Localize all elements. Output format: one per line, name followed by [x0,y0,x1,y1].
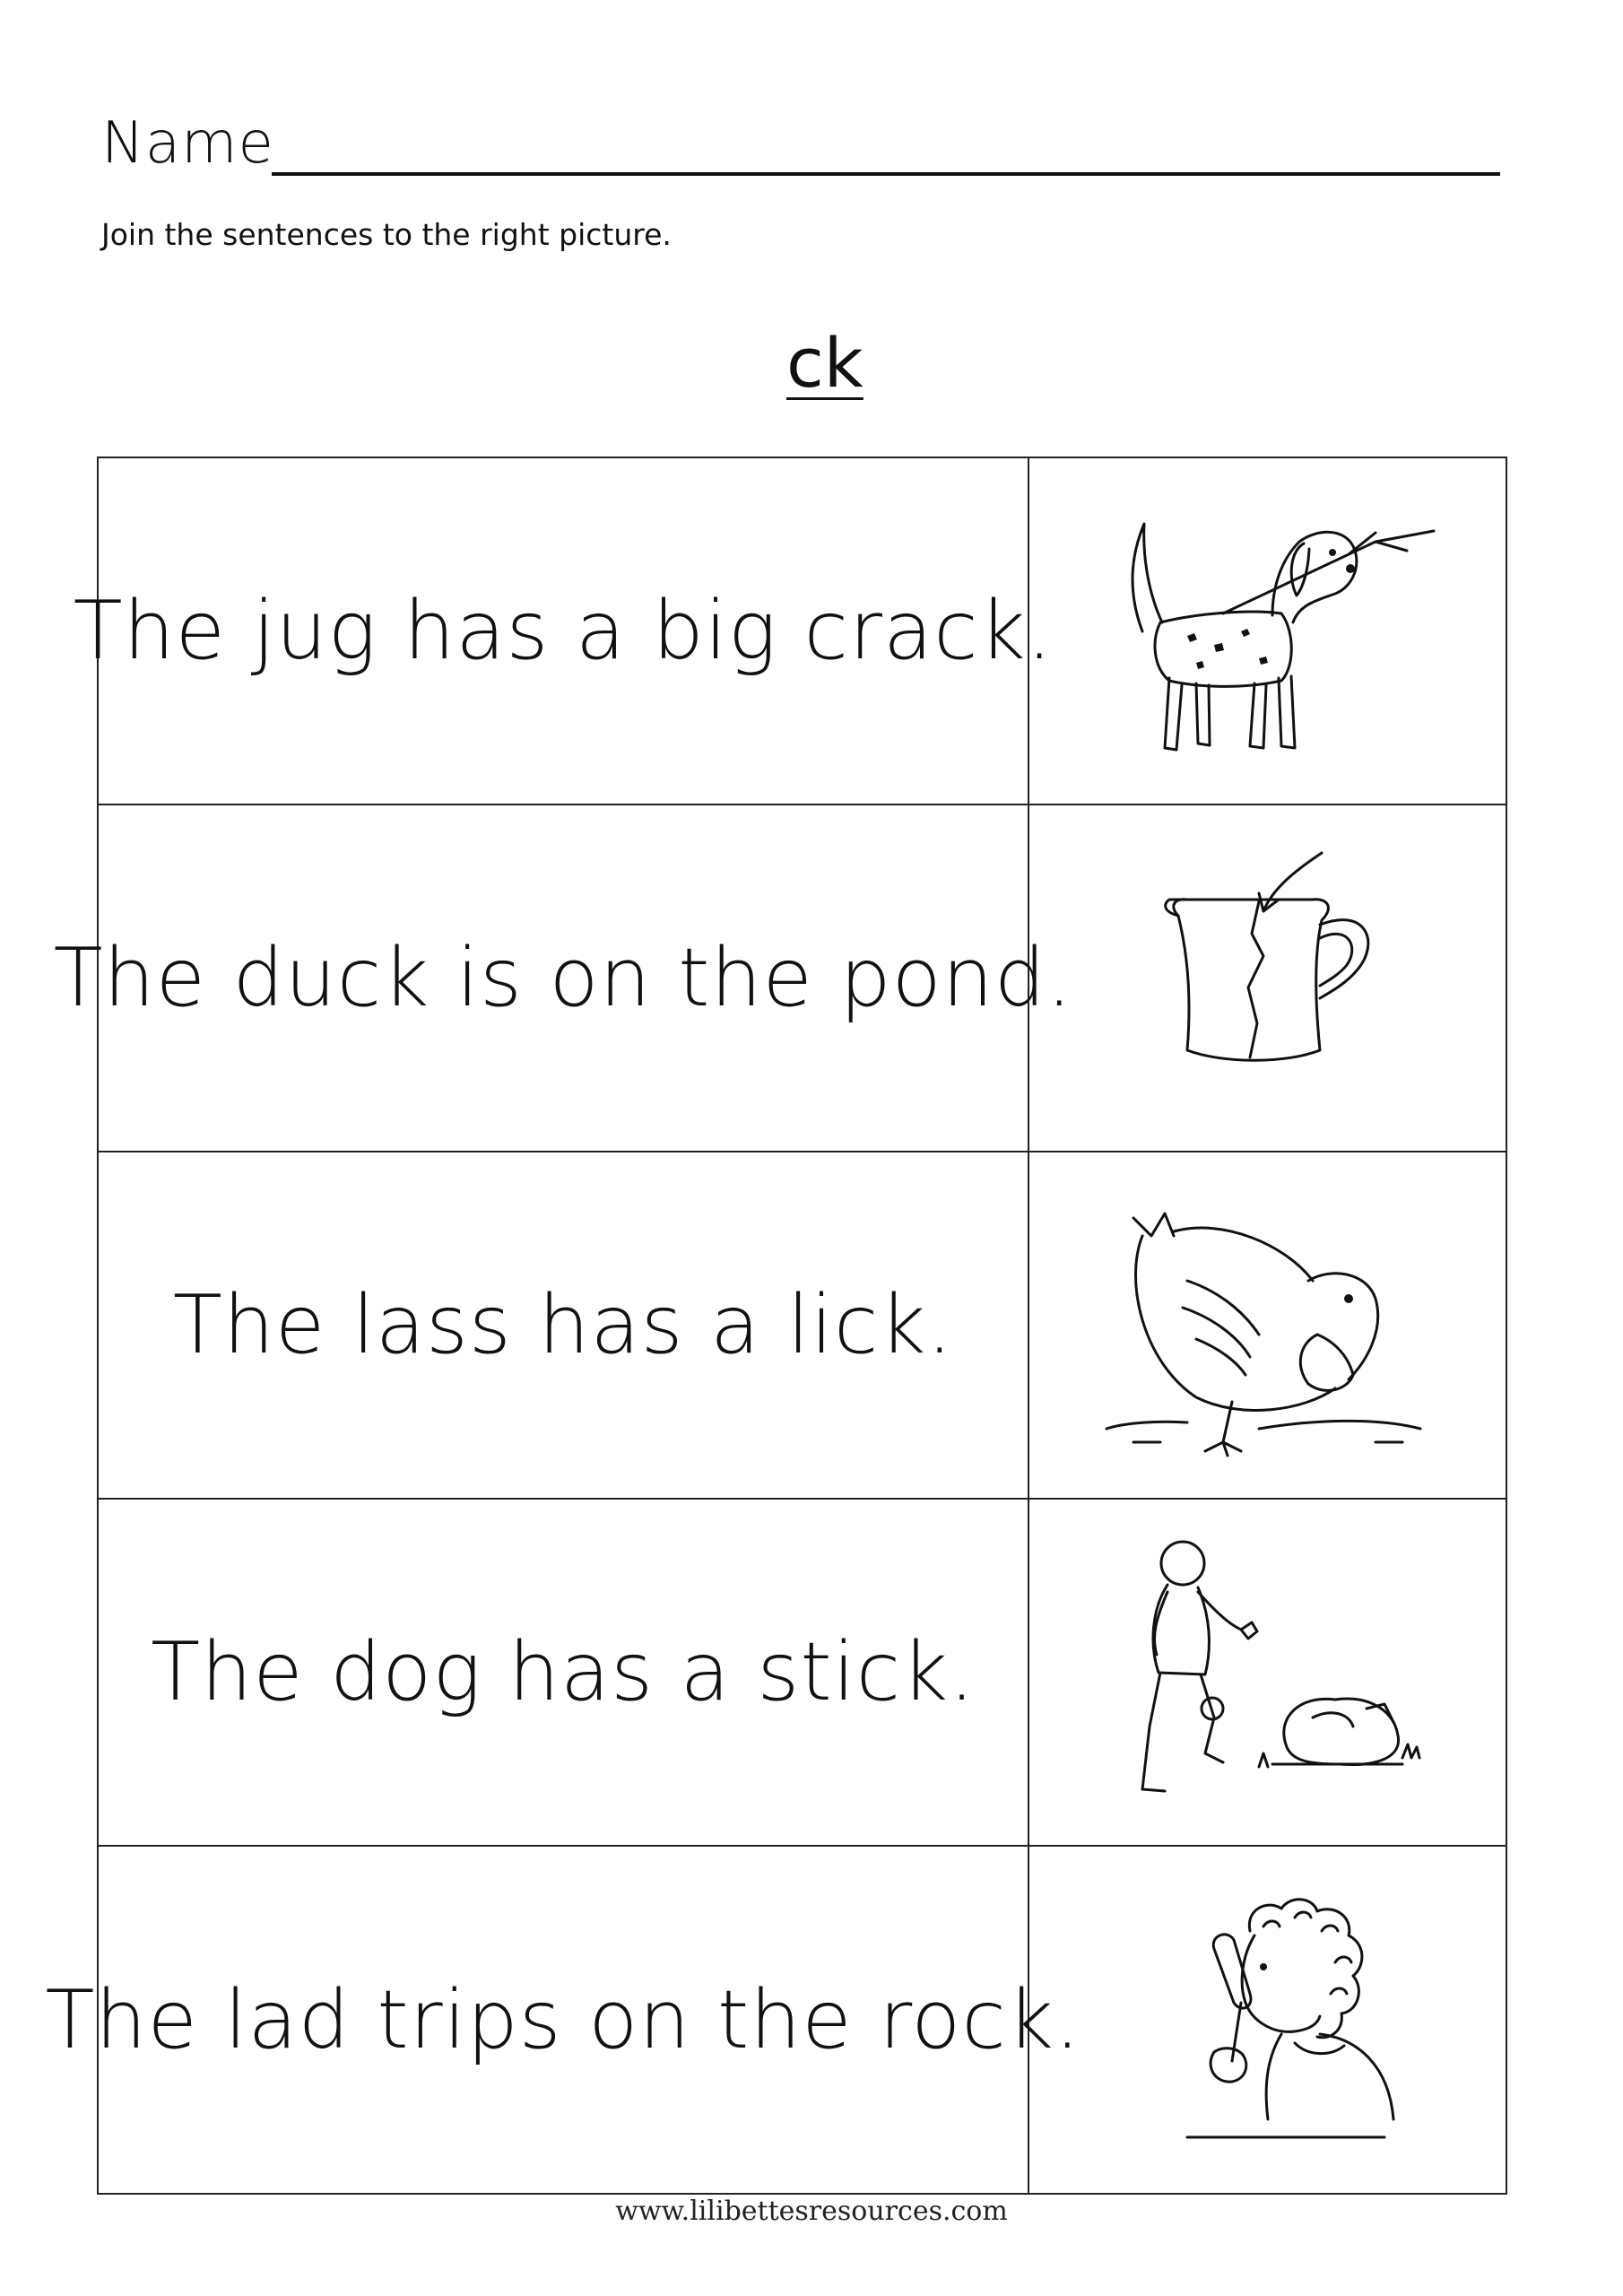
boy-tripping-on-rock-icon [1080,1529,1456,1816]
table-row [99,1500,1506,1847]
picture-cell [1029,1500,1506,1845]
sentence-cell [53,805,1073,1151]
picture-cell [1029,805,1506,1151]
picture-cell [1029,458,1506,804]
matching-table [45,457,1507,2195]
dog-with-stick-icon [1080,488,1456,775]
sentence-cell [45,1847,1081,2194]
cracked-jug-icon [1080,835,1456,1122]
name-row [101,108,1402,188]
picture-cell [1029,1152,1506,1498]
sentence: The duck is on the pond. [53,931,1073,1025]
footer-website: www.lilibettesresources.com [615,2196,1008,2227]
duck-on-pond-icon [1080,1182,1456,1469]
table-row [53,805,1506,1152]
sentence-cell [99,1152,1029,1498]
instructions: Join the sentences to the right picture. [101,217,672,252]
name-label: Name [101,110,274,177]
name-write-line[interactable] [272,172,1500,176]
girl-licking-ice-lolly-icon [1080,1877,1456,2164]
sentence: The lass has a lick. [172,1278,954,1372]
sentence: The jug has a big crack. [73,584,1054,678]
sentence-cell [99,1500,1029,1845]
sentence: The dog has a stick. [151,1625,976,1719]
picture-cell [1029,1847,1506,2194]
sentence-cell [73,458,1054,804]
table-row [73,458,1506,805]
sentence: The lad trips on the rock. [45,1973,1081,2067]
table-row [45,1847,1506,2194]
phonics-sound-heading: ck [786,323,864,403]
table-row [99,1152,1506,1500]
